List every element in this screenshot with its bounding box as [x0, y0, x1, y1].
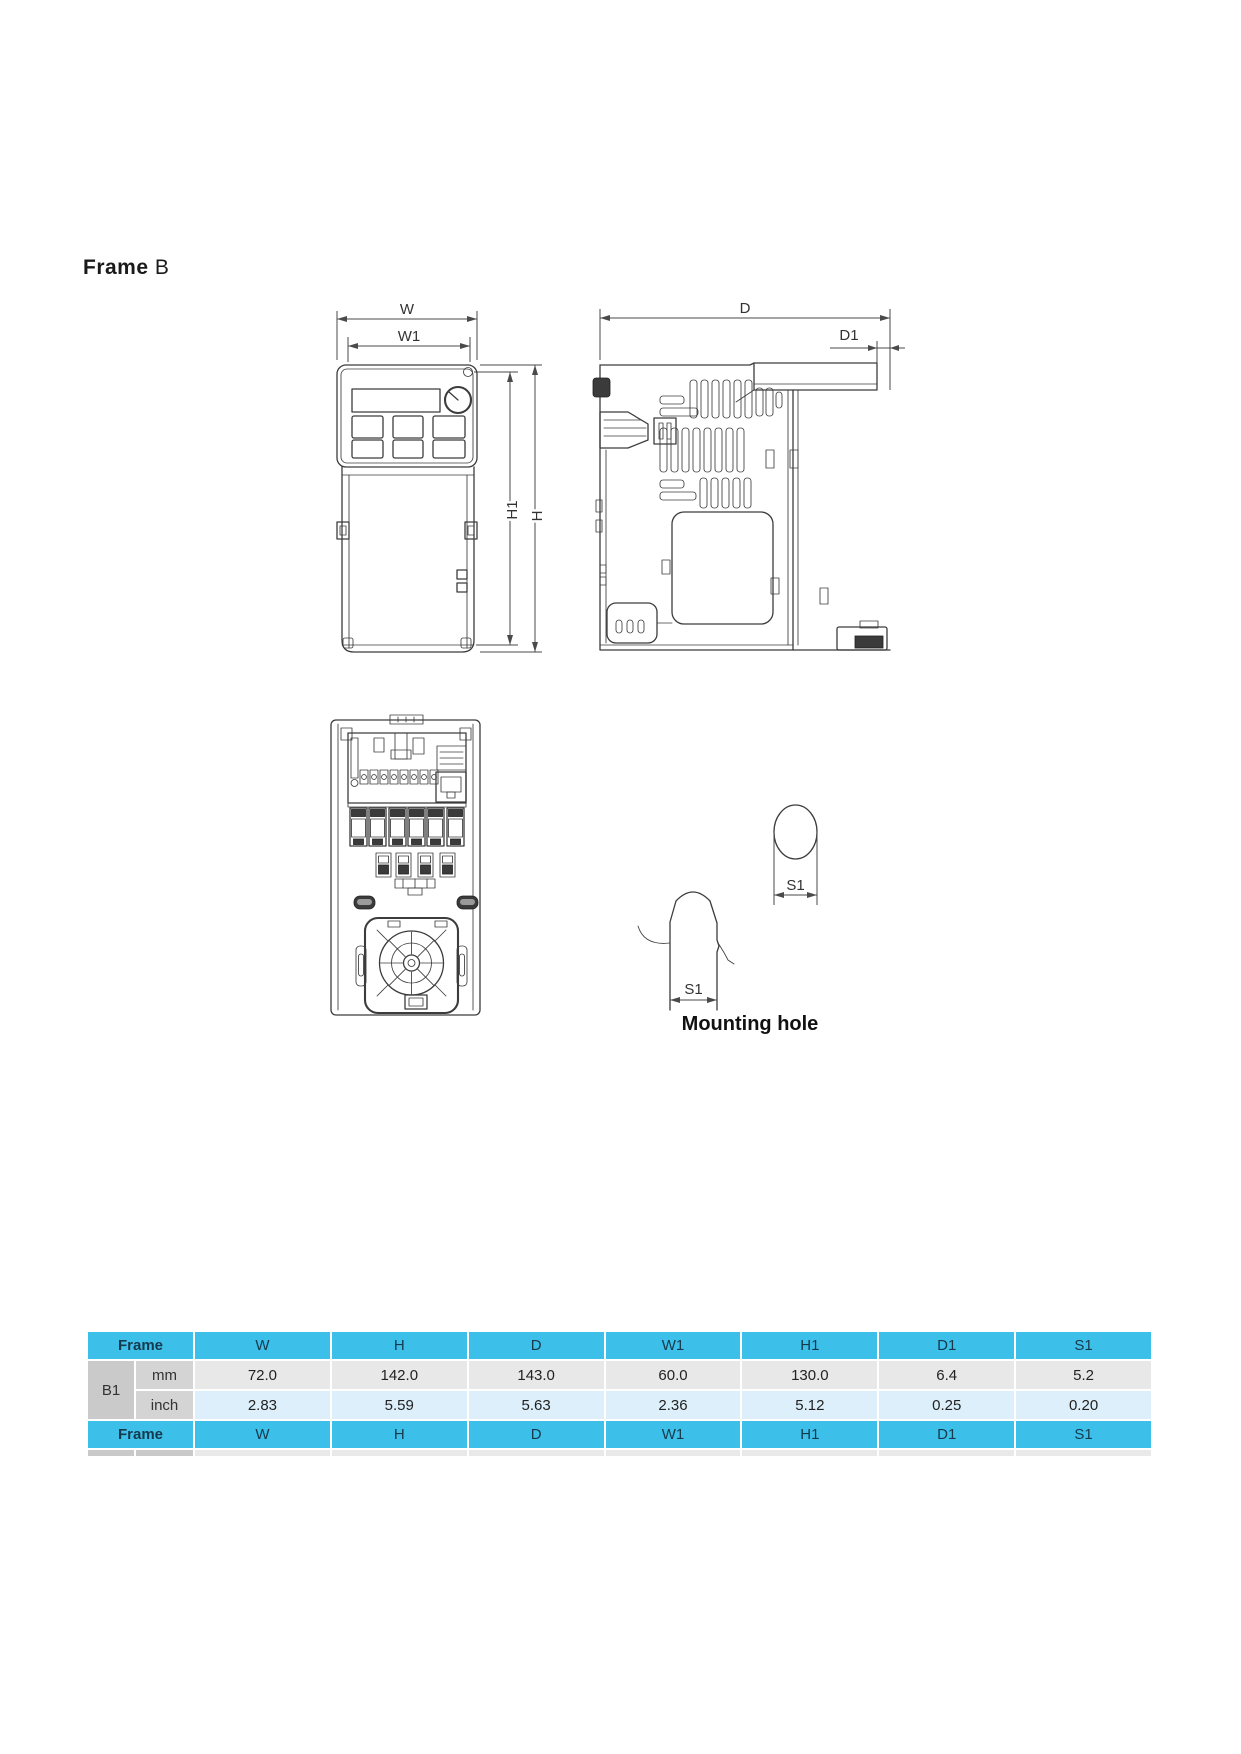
table-footer-s1: S1 — [1016, 1421, 1151, 1448]
table-header-s1: S1 — [1016, 1332, 1151, 1359]
cooling-fan — [356, 918, 467, 1013]
table-footer-w: W — [195, 1421, 330, 1448]
mounting-hole-circle — [774, 805, 817, 905]
table-unit-inch: inch — [136, 1391, 193, 1419]
table-footer-d1: D1 — [879, 1421, 1014, 1448]
mounting-hole-caption: Mounting hole — [681, 1013, 819, 1035]
control-terminal-block — [348, 733, 466, 803]
table-row: 2.36 — [606, 1391, 741, 1419]
bottom-mount-flange — [837, 621, 887, 650]
table-row: 142.0 — [332, 1361, 467, 1389]
table-header-frame: Frame — [88, 1332, 193, 1359]
table-row: 143.0 — [469, 1361, 604, 1389]
table-row: 5.12 — [742, 1391, 877, 1419]
table-header-h: H — [332, 1332, 467, 1359]
page-title — [83, 256, 169, 280]
front-view-drawing — [290, 288, 560, 668]
table-row-clipped — [88, 1450, 134, 1456]
table-footer-h: H — [332, 1421, 467, 1448]
mounting-keyhole-slot — [638, 892, 734, 1010]
table-header-h1: H1 — [742, 1332, 877, 1359]
dimension-h1 — [474, 372, 521, 645]
table-row: 72.0 — [195, 1361, 330, 1389]
table-header-d: D — [469, 1332, 604, 1359]
rj45-port — [436, 772, 466, 802]
power-terminals — [350, 808, 464, 846]
side-view-drawing — [560, 288, 910, 668]
table-row-clipped — [469, 1450, 604, 1456]
dim-label-h1: H1 — [504, 500, 521, 520]
table-row: 6.4 — [879, 1361, 1014, 1389]
page-title-suffix: B — [154, 256, 170, 279]
table-row-clipped — [879, 1450, 1014, 1456]
page-title-bold: Frame — [83, 256, 149, 279]
dim-label-s1-slot: S1 — [684, 981, 703, 998]
side-clip-left — [337, 522, 349, 539]
keypad-buttons — [352, 416, 465, 458]
table-row-clipped — [1016, 1450, 1151, 1456]
table-row: 2.83 — [195, 1391, 330, 1419]
dim-label-d1: D1 — [839, 327, 859, 344]
table-row: 5.63 — [469, 1391, 604, 1419]
table-row: 0.20 — [1016, 1391, 1151, 1419]
table-row: 5.2 — [1016, 1361, 1151, 1389]
table-frame-label: B1 — [88, 1361, 134, 1419]
vent-slots — [660, 380, 782, 508]
table-unit-mm: mm — [136, 1361, 193, 1389]
table-footer-h1: H1 — [742, 1421, 877, 1448]
dimension-d1 — [830, 327, 905, 363]
dim-label-w: W — [399, 301, 415, 318]
dim-label-w1: W1 — [397, 328, 421, 345]
table-row-clipped — [742, 1450, 877, 1456]
output-connectors — [376, 853, 455, 895]
access-panel — [662, 512, 779, 624]
front-body — [337, 467, 477, 652]
dim-label-h: H — [529, 510, 546, 522]
table-row-clipped — [606, 1450, 741, 1456]
table-header-w1: W1 — [606, 1332, 741, 1359]
table-row-clipped — [332, 1450, 467, 1456]
dimension-d — [600, 300, 890, 390]
dimension-w1 — [348, 328, 470, 362]
table-footer-d: D — [469, 1421, 604, 1448]
table-row: 0.25 — [879, 1391, 1014, 1419]
dim-label-s1-circle: S1 — [786, 877, 805, 894]
side-body — [596, 363, 890, 650]
table-header-d1: D1 — [879, 1332, 1014, 1359]
table-footer-frame: Frame — [88, 1421, 193, 1448]
table-row: 60.0 — [606, 1361, 741, 1389]
dimension-table — [88, 1332, 1151, 1456]
knob-side-profile — [593, 378, 610, 397]
table-footer-w1: W1 — [606, 1421, 741, 1448]
table-row-clipped — [195, 1450, 330, 1456]
bottom-view-drawing — [300, 700, 520, 1030]
table-row: 5.59 — [332, 1391, 467, 1419]
dim-label-d: D — [739, 300, 751, 317]
table-row: 130.0 — [742, 1361, 877, 1389]
control-terminals-row — [360, 770, 438, 784]
keypad-panel — [337, 365, 477, 467]
terminal-cover — [607, 603, 672, 643]
table-header-w: W — [195, 1332, 330, 1359]
mounting-feet — [354, 896, 478, 909]
keypad-display — [352, 389, 440, 412]
din-rail-latch — [600, 412, 676, 448]
table-row-clipped — [136, 1450, 193, 1456]
